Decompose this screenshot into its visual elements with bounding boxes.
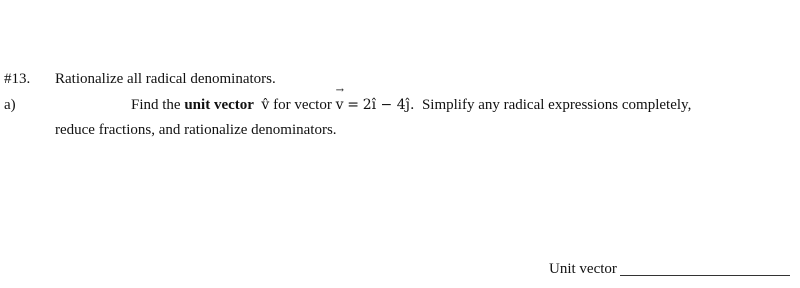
vector-v — [335, 85, 344, 113]
answer-row — [549, 261, 790, 278]
problem-heading: Rationalize all radical denominators. — [55, 71, 276, 87]
equals-sign: = — [347, 97, 359, 113]
text-unit-vector: unit vector — [184, 97, 254, 113]
vector-arrow-icon: → — [335, 85, 344, 96]
part-label: a) — [4, 97, 16, 113]
text-simplify: Simplify any radical expressions completely, — [421, 97, 692, 113]
answer-blank-line[interactable] — [620, 275, 790, 276]
text-for-vector: for vector — [273, 97, 332, 113]
problem-number: #13. — [4, 71, 31, 87]
text-find: Find the — [131, 97, 181, 113]
unit-vector-symbol: v̂ — [261, 97, 270, 113]
vector-symbol: v — [335, 97, 344, 113]
answer-label: Unit vector — [549, 261, 617, 277]
vector-expression: 2î − 4ĵ. — [362, 97, 415, 113]
problem-text-line2: reduce fractions, and rationalize denominators. — [55, 122, 337, 138]
problem-text-line1 — [131, 85, 692, 114]
